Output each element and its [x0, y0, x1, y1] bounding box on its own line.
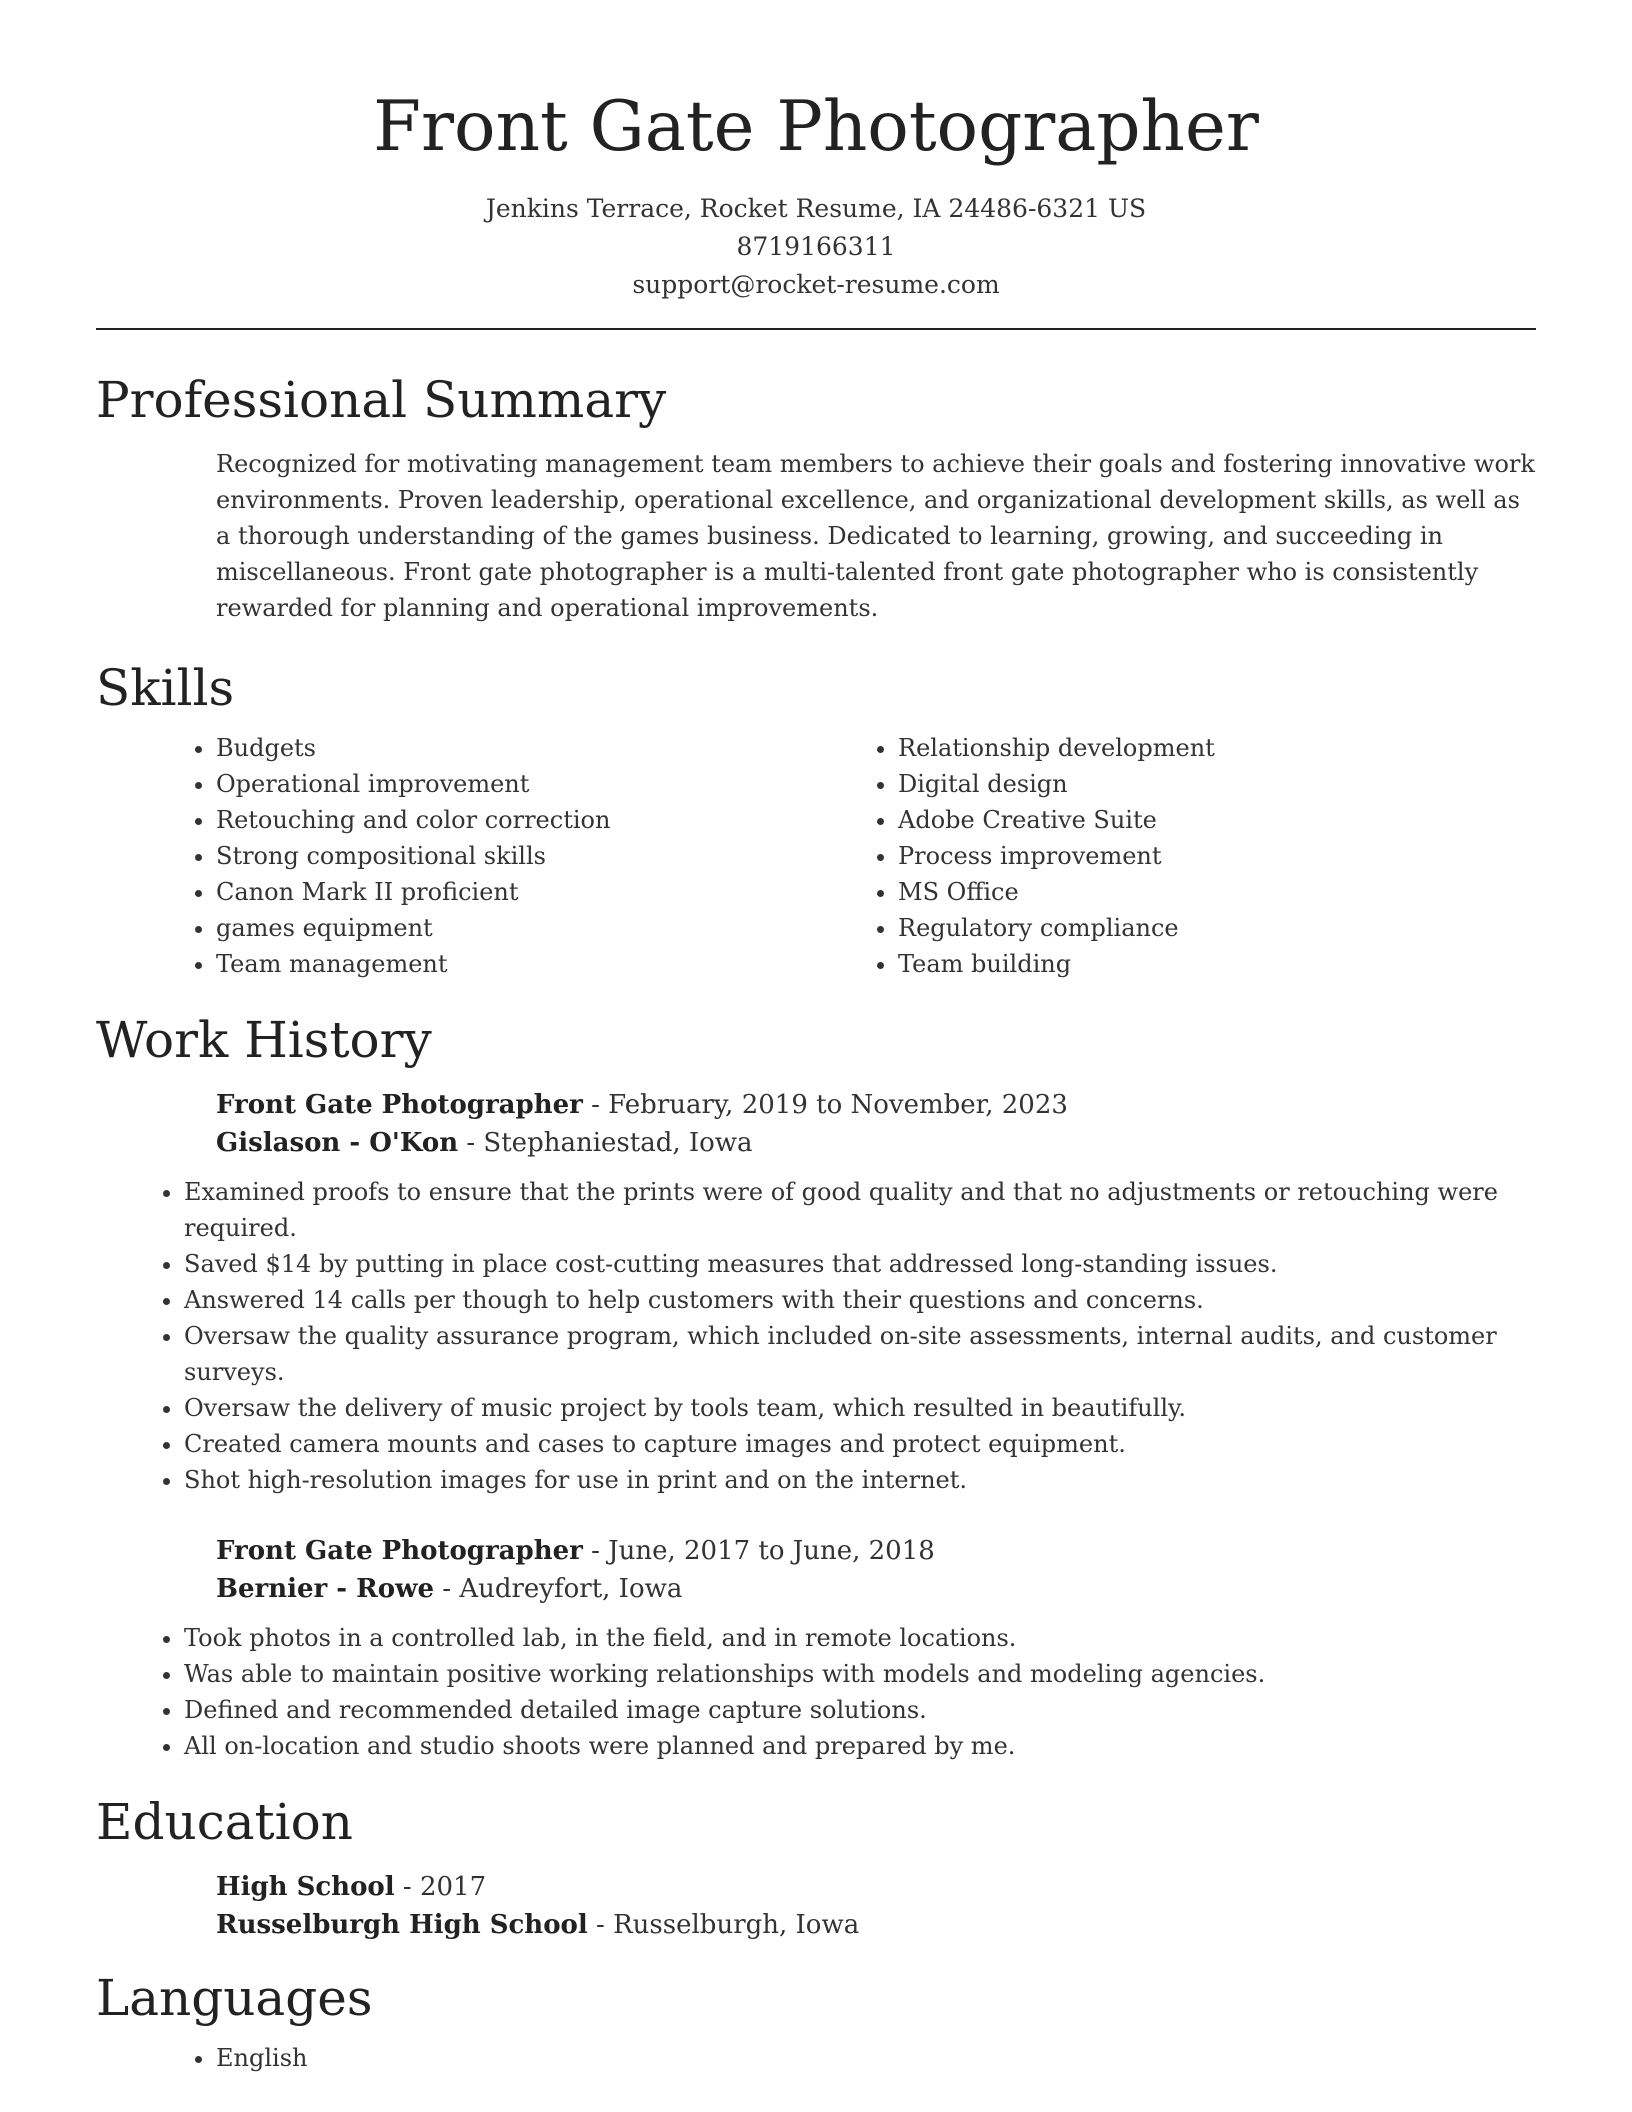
education-title: Education [96, 1793, 353, 1851]
job-entry [184, 1086, 1536, 1498]
phone: 8719166311 [736, 232, 896, 261]
skills-section [96, 656, 1536, 982]
skill-item: • Canon Mark II proficient [216, 874, 854, 910]
job-location: - Audreyfort, Iowa [434, 1574, 683, 1604]
skill-item: • Strong compositional skills [216, 838, 854, 874]
job-bullets [140, 1620, 1536, 1764]
contact-block [96, 190, 1536, 304]
job-bullet: • Was able to maintain positive working relationships with models and modeling agencies. [184, 1656, 1536, 1692]
job-bullet: • Answered 14 calls per though to help customers with their questions and concerns. [184, 1282, 1536, 1318]
skills-list-right [854, 730, 1536, 982]
languages-section [96, 1966, 1536, 2076]
language-item: • English [216, 2040, 1536, 2076]
job-bullets [140, 1174, 1536, 1498]
education-school: Russelburgh High School [216, 1910, 588, 1940]
job-title-line [216, 1086, 1536, 1124]
summary-section [96, 368, 1536, 626]
job-bullet: • Examined proofs to ensure that the prints were of good quality and that no adjustments or retouching were required. [184, 1174, 1536, 1246]
job-dates: - June, 2017 to June, 2018 [582, 1536, 935, 1566]
job-position: Front Gate Photographer [216, 1090, 583, 1120]
work-history-body [184, 1086, 1536, 1764]
languages-list [172, 2040, 1536, 2076]
skill-item: • Relationship development [898, 730, 1536, 766]
skill-item: • Operational improvement [216, 766, 854, 802]
job-entry [184, 1532, 1536, 1764]
job-company: Bernier - Rowe [216, 1574, 435, 1604]
skill-item: • MS Office [898, 874, 1536, 910]
resume-header [96, 0, 1536, 304]
skills-list-left [172, 730, 854, 982]
summary-title: Professional Summary [96, 371, 667, 429]
job-bullet: • All on-location and studio shoots were planned and prepared by me. [184, 1728, 1536, 1764]
education-location: - Russelburgh, Iowa [587, 1910, 860, 1940]
job-company: Gislason - O'Kon [216, 1128, 459, 1158]
job-bullet: • Took photos in a controlled lab, in the field, and in remote locations. [184, 1620, 1536, 1656]
education-section [96, 1790, 1536, 1944]
languages-title: Languages [96, 1969, 373, 2027]
education-degree: High School [216, 1872, 395, 1902]
candidate-name: Front Gate Photographer [373, 87, 1259, 167]
email: support@rocket-resume.com [632, 270, 1000, 299]
job-location: - Stephaniestad, Iowa [458, 1128, 753, 1158]
job-dates: - February, 2019 to November, 2023 [582, 1090, 1068, 1120]
skills-columns [172, 730, 1536, 982]
work-history-section [96, 1008, 1536, 1764]
job-bullet: • Saved $14 by putting in place cost-cutting measures that addressed long-standing issues. [184, 1246, 1536, 1282]
summary-text: Recognized for motivating management team members to achieve their goals and fostering innovative work environments. Proven leadership, operational excellence, and organizational development skills, as well as a thorough understanding of the games business. Dedicated to learning, growing, and succeeding in miscellaneous. Front gate photographer is a multi-talented front gate photographer who is consistently rewarded for planning and operational improvements. [216, 450, 1535, 622]
languages-body [172, 2040, 1536, 2076]
job-position: Front Gate Photographer [216, 1536, 583, 1566]
education-body [216, 1868, 1536, 1944]
job-bullet: • Created camera mounts and cases to capture images and protect equipment. [184, 1426, 1536, 1462]
work-history-title: Work History [96, 1011, 432, 1069]
job-bullet: • Oversaw the delivery of music project by tools team, which resulted in beautifully. [184, 1390, 1536, 1426]
education-school-line [216, 1906, 1536, 1944]
education-degree-line [216, 1868, 1536, 1906]
skills-title: Skills [96, 659, 235, 717]
education-year: - 2017 [394, 1872, 487, 1902]
skill-item: • Budgets [216, 730, 854, 766]
summary-body [216, 446, 1536, 626]
header-divider [96, 328, 1536, 330]
job-company-line [216, 1570, 1536, 1608]
address: Jenkins Terrace, Rocket Resume, IA 24486-6321 US [485, 194, 1147, 223]
skill-item: • Team building [898, 946, 1536, 982]
job-bullet: • Oversaw the quality assurance program, which included on-site assessments, internal audits, and customer surveys. [184, 1318, 1536, 1390]
skill-item: • games equipment [216, 910, 854, 946]
skill-item: • Adobe Creative Suite [898, 802, 1536, 838]
job-bullet: • Shot high-resolution images for use in print and on the internet. [184, 1462, 1536, 1498]
job-bullet: • Defined and recommended detailed image capture solutions. [184, 1692, 1536, 1728]
job-title-line [216, 1532, 1536, 1570]
skill-item: • Team management [216, 946, 854, 982]
skill-item: • Retouching and color correction [216, 802, 854, 838]
job-company-line [216, 1124, 1536, 1162]
skill-item: • Digital design [898, 766, 1536, 802]
skill-item: • Regulatory compliance [898, 910, 1536, 946]
skill-item: • Process improvement [898, 838, 1536, 874]
